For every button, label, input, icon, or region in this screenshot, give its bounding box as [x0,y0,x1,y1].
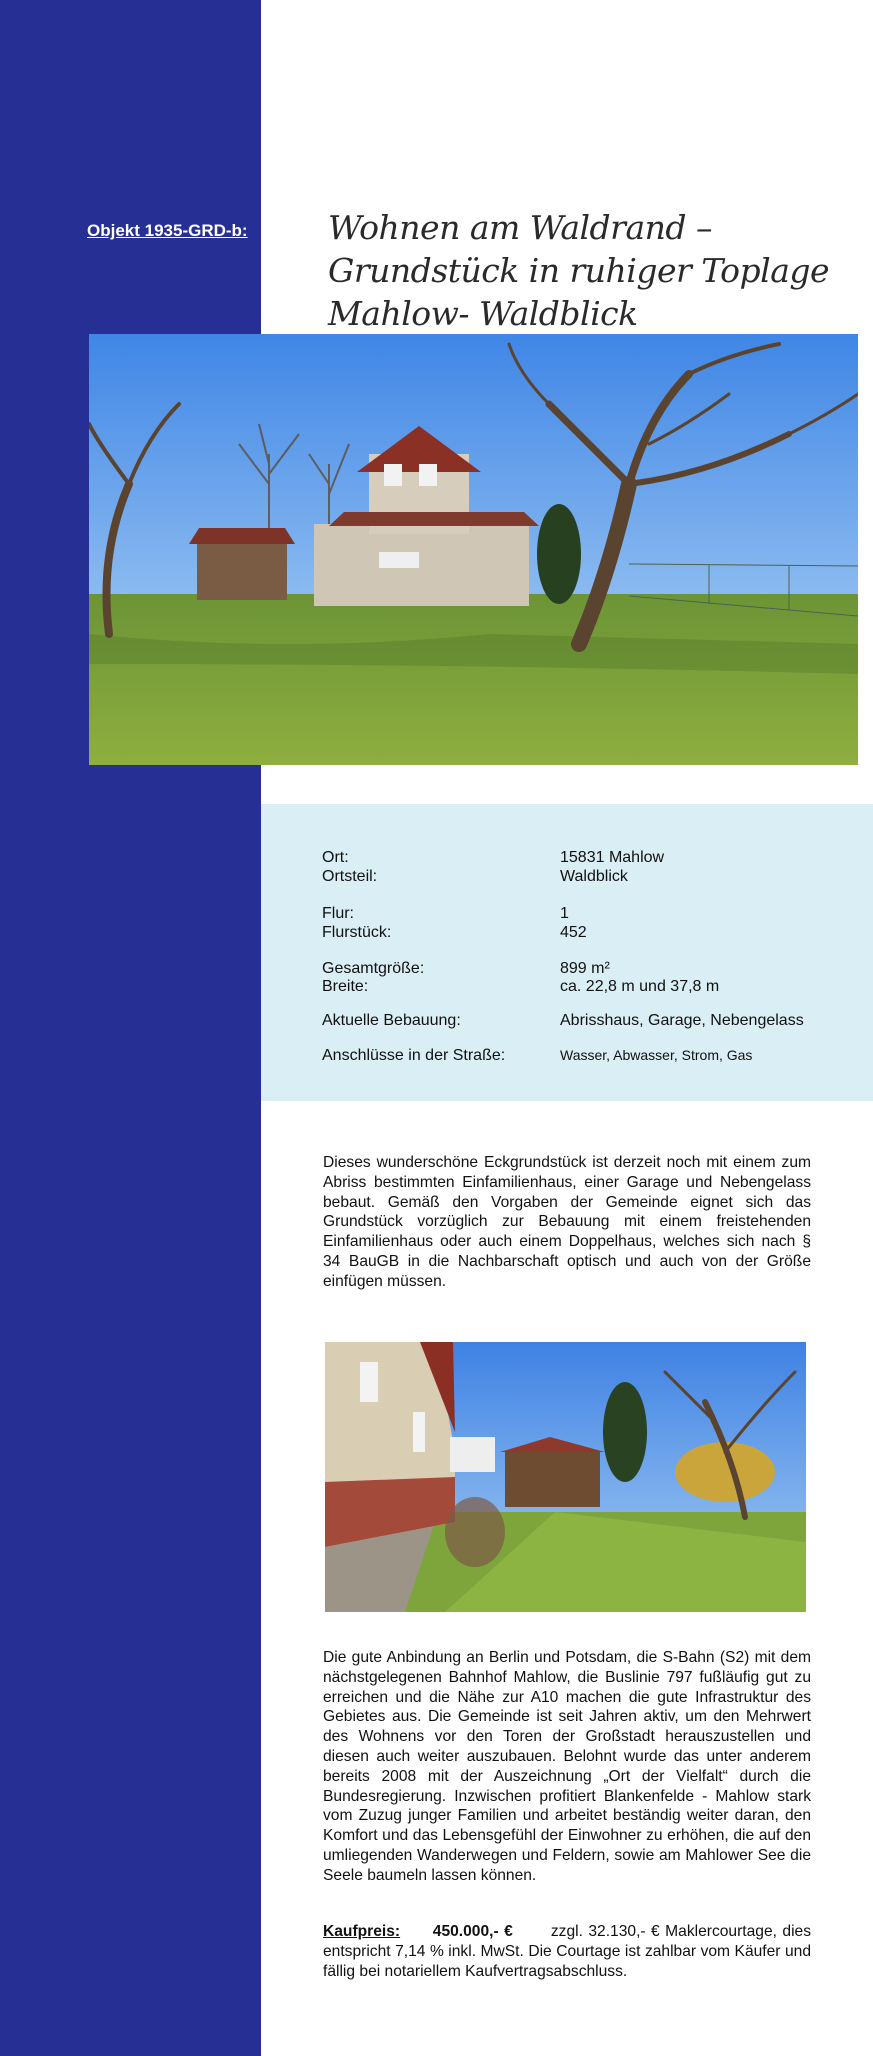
flurstueck-value: 452 [560,924,587,941]
ort-label: Ort: [322,849,349,866]
gesamtgroesse-label: Gesamtgröße: [322,960,425,977]
ortsteil-label: Ortsteil: [322,868,378,885]
page-title: Wohnen am Waldrand – Grundstück in ruhiger Toplage Mahlow- Waldblick [328,208,830,333]
description-paragraph-1: Dieses wunderschöne Eckgrundstück ist derzeit noch mit einem zum Abriss bestimmten Einfamilienhaus, einer Garage und Nebengelass bebaut. Gemäß den Vorgaben der Gemeinde eignet sich das Grundstück vorzüglich zur Bebauung mit einem freistehenden Einfamilienhaus oder auch einem Doppelhaus, welches sich nach § 34 BauGB in die Nachbarschaft optisch und auch von der Größe einfügen müssen. [323,1154,811,1290]
secondary-photo [325,1342,806,1612]
flurstueck-label: Flurstück: [322,924,392,941]
bebauung-label: Aktuelle Bebauung: [322,1012,461,1029]
flur-label: Flur: [322,905,354,922]
description-paragraph-2: Die gute Anbindung an Berlin und Potsdam, die S-Bahn (S2) mit dem nächstgelegenen Bahnhof Mahlow, die Buslinie 797 fußläufig gut zu erreichen und die Nähe zur A10 machen die gute Infrastruktur des Gebietes aus. Die Gemeinde ist seit Jahren aktiv, um den Mehrwert des Wohnens vor den Toren der Großstadt herauszustellen und diesen auch weiter auszubauen. Belohnt wurde das unter anderem bereits 2008 mit der Auszeichnung „Ort der Vielfalt“ durch die Bundesregierung. Inzwischen profitiert Blankenfelde - Mahlow stark vom Zuzug junger Familien und arbeitet beständig weiter daran, den Komfort und das Lebensgefühl der Einwohner zu erhöhen, die auf den umliegenden Wanderwegen und Feldern, sowie am Mahlower See die Seele baumeln lassen können. [323,1649,811,1884]
breite-label: Breite: [322,978,369,995]
sidebar-band [0,0,261,2056]
anschluesse-label: Anschlüsse in der Straße: [322,1047,506,1064]
flur-value: 1 [560,905,569,922]
breite-value: ca. 22,8 m und 37,8 m [560,978,720,995]
object-label: Objekt 1935-GRD-b: [87,221,248,240]
anschluesse-value: Wasser, Abwasser, Strom, Gas [560,1047,753,1063]
gesamtgroesse-value: 899 m² [560,960,610,977]
price-label: Kaufpreis: [323,1923,401,1940]
main-photo [89,334,858,765]
ort-value: 15831 Mahlow [560,849,665,866]
price-block [323,1922,811,1981]
property-details-box [261,804,873,1101]
bebauung-value: Abrisshaus, Garage, Nebengelass [560,1012,804,1029]
price-value: 450.000,- € [432,1923,513,1940]
ortsteil-value: Waldblick [560,868,628,885]
price-note: zzgl. 32.130,- € Maklercourtage, dies entspricht 7,14 % inkl. MwSt. Die Courtage ist zahlbar vom Käufer und fällig bei notariellem Kaufvertragsabschluss. [323,1923,812,1980]
